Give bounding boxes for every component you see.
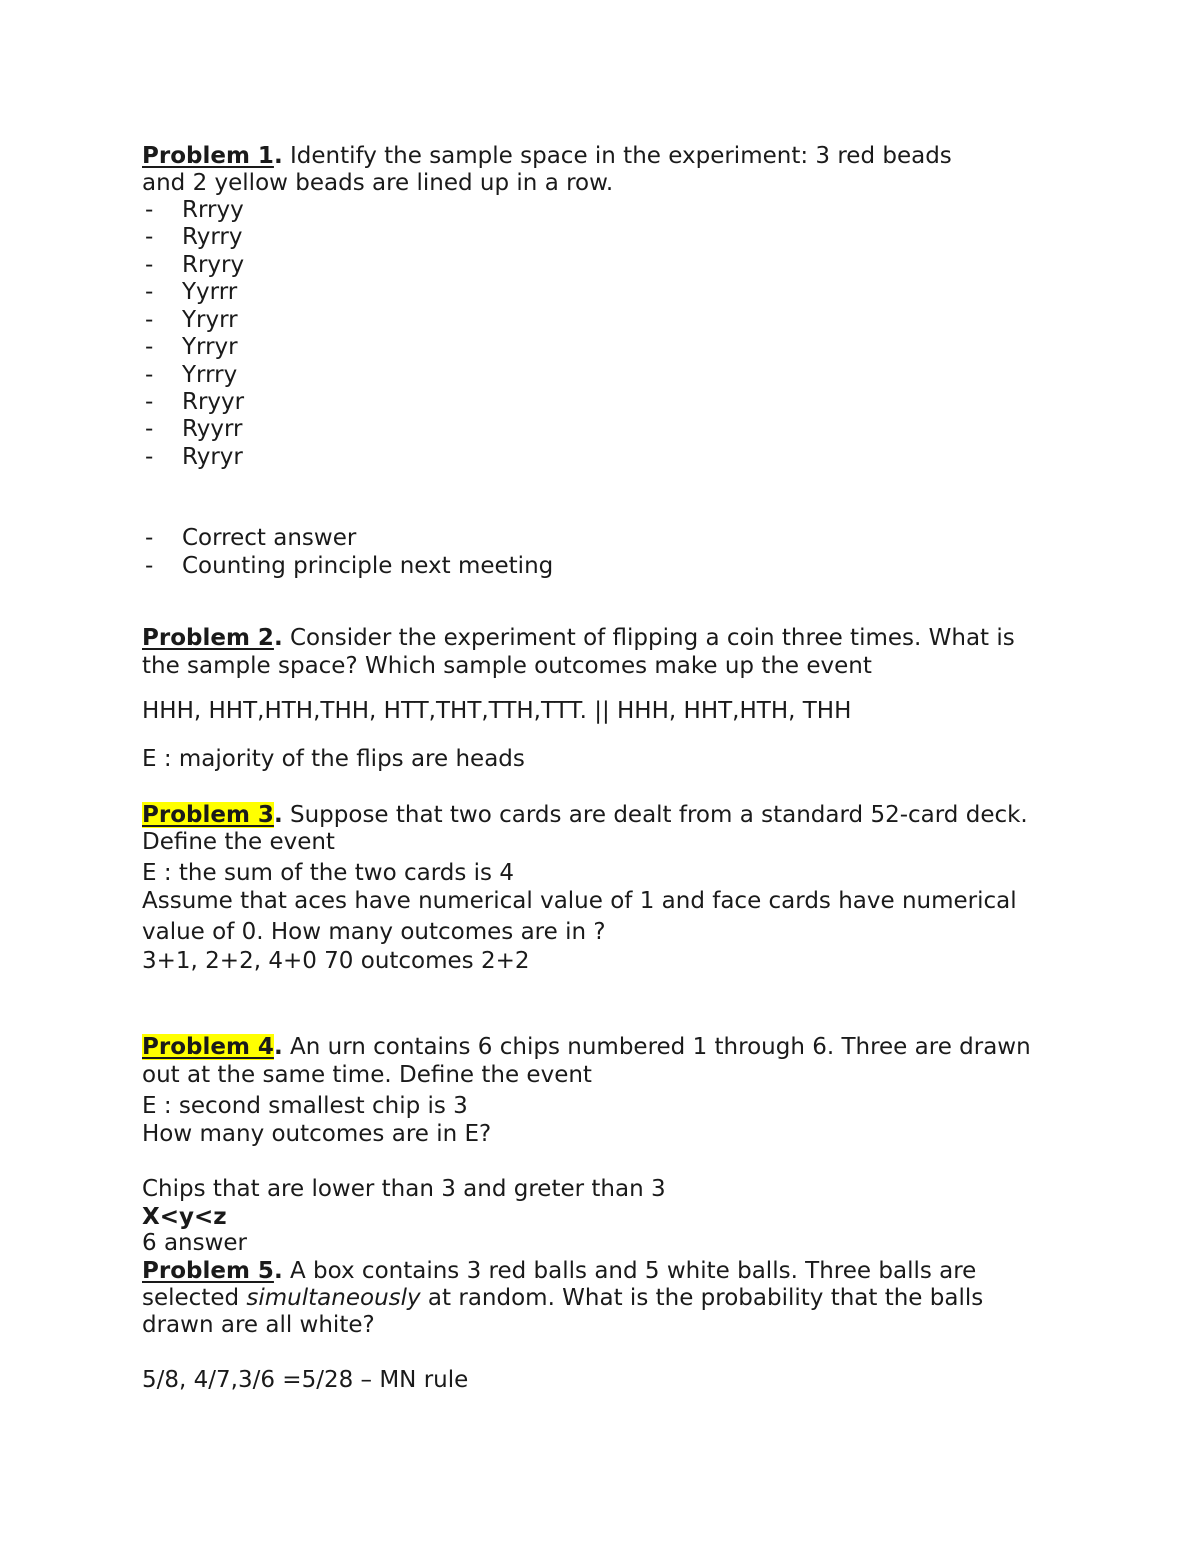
problem-1-text: Identify the sample space in the experiment: 3 red beads [282, 143, 952, 169]
list-item: - Counting principle next meeting [145, 553, 554, 579]
list-item: - Ryyrr [145, 416, 243, 442]
problem-4-note2: X<y<z [142, 1204, 227, 1230]
problem-5-answer: 5/8, 4/7,3/6 =5/28 – MN rule [142, 1367, 469, 1393]
problem-2-event: E : majority of the flips are heads [142, 746, 525, 772]
problem-4-text-line2: out at the same time. Define the event [142, 1062, 592, 1088]
problem-5-intro: Problem 5. A box contains 3 red balls and 5 white balls. Three balls are [142, 1258, 977, 1284]
list-item: - Rryyr [145, 389, 245, 415]
problem-1-text-line2: and 2 yellow beads are lined up in a row. [142, 170, 614, 196]
list-item: - Rryry [145, 252, 245, 278]
problem-5-text-line2: selected simultaneously at random. What is the probability that the balls [142, 1285, 984, 1311]
problem-4-event: E : second smallest chip is 3 [142, 1093, 468, 1119]
problem-2-title: Problem 2 [142, 625, 274, 651]
problem-5-text: A box contains 3 red balls and 5 white balls. Three balls are [282, 1258, 977, 1284]
list-item: - Yrrry [145, 362, 238, 388]
problem-3-text-line4: value of 0. How many outcomes are in ? [142, 919, 606, 945]
problem-4-note1: Chips that are lower than 3 and greter than 3 [142, 1176, 666, 1202]
list-item: - Yryrr [145, 307, 238, 333]
problem-5-text-line3: drawn are all white? [142, 1312, 375, 1338]
list-item: - Rrryy [145, 197, 244, 223]
problem-3-text-line2: Define the event [142, 829, 335, 855]
list-item: - Ryrry [145, 224, 243, 250]
list-item: - Yrryr [145, 334, 238, 360]
problem-4-question: How many outcomes are in E? [142, 1121, 492, 1147]
problem-2-answer: HHH, HHT,HTH,THH, HTT,THT,TTH,TTT. || HHH, HHT,HTH, THH [142, 698, 852, 724]
problem-3-event: E : the sum of the two cards is 4 [142, 860, 514, 886]
list-item: - Ryryr [145, 444, 243, 470]
problem-3-text-line3: Assume that aces have numerical value of 1 and face cards have numerical [142, 888, 1017, 914]
problem-3-title: Problem 3 [142, 802, 274, 828]
problem-2-text-line2: the sample space? Which sample outcomes make up the event [142, 653, 872, 679]
problem-2-text: Consider the experiment of flipping a coin three times. What is [282, 625, 1015, 651]
problem-1-title: Problem 1 [142, 143, 274, 169]
problem-4-note3: 6 answer [142, 1230, 248, 1256]
problem-1-intro: Problem 1. Identify the sample space in the experiment: 3 red beads [142, 143, 952, 169]
problem-3-answer: 3+1, 2+2, 4+0 70 outcomes 2+2 [142, 948, 530, 974]
problem-4-title: Problem 4 [142, 1034, 274, 1060]
problem-5-title: Problem 5 [142, 1258, 274, 1284]
problem-3-intro: Problem 3. Suppose that two cards are dealt from a standard 52-card deck. [142, 802, 1028, 828]
problem-2-intro: Problem 2. Consider the experiment of flipping a coin three times. What is [142, 625, 1015, 651]
problem-3-text: Suppose that two cards are dealt from a standard 52-card deck. [282, 802, 1028, 828]
list-item: - Yyrrr [145, 279, 238, 305]
problem-4-intro: Problem 4. An urn contains 6 chips numbered 1 through 6. Three are drawn [142, 1034, 1031, 1060]
problem-4-text: An urn contains 6 chips numbered 1 through 6. Three are drawn [282, 1034, 1031, 1060]
list-item: - Correct answer [145, 525, 357, 551]
